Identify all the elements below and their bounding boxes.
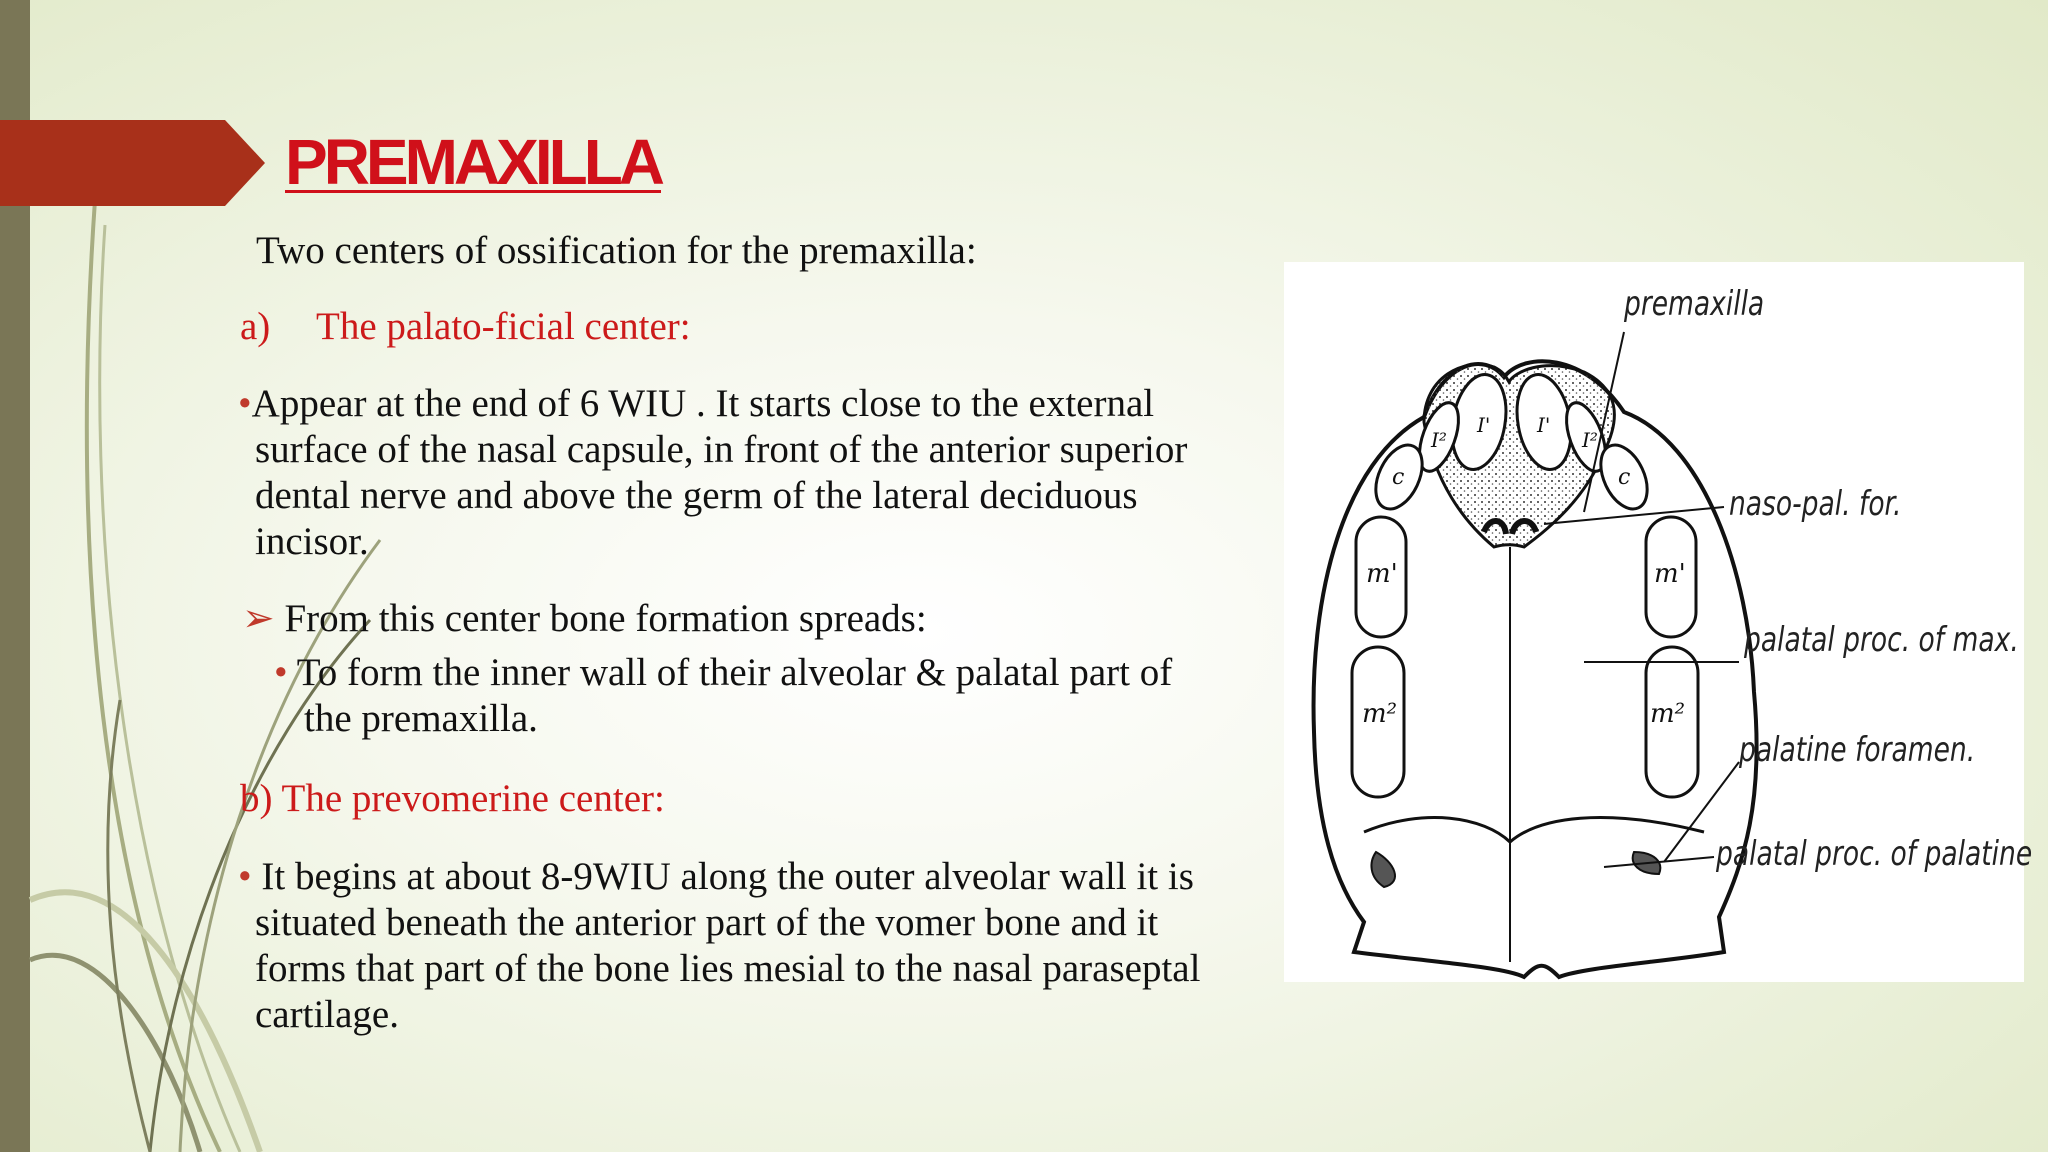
tooth-label: c	[1392, 465, 1405, 490]
intro-text: Two centers of ossification for the premaxilla:	[256, 229, 977, 272]
tooth-label: m'	[1366, 559, 1398, 589]
para3-line: It begins at about 8-9WIU along the outer alveolar wall it is	[261, 855, 1194, 898]
label-palatine-foramen: palatine foramen.	[1739, 730, 1976, 770]
title-arrow-ribbon	[0, 120, 270, 206]
label-palatal-process-maxilla: palatal proc. of max.	[1744, 620, 2019, 660]
para3-line: situated beneath the anterior part of the vomer bone and it	[255, 901, 1159, 944]
section-b-heading: b) The prevomerine center:	[240, 777, 665, 820]
para1-line: Appear at the end of 6 WIU . It starts close to the external	[251, 382, 1155, 425]
label-naso-palatine-foramen: naso-pal. for.	[1729, 484, 1902, 524]
premaxilla-diagram	[1284, 262, 2033, 982]
tooth-label: m²	[1362, 699, 1398, 729]
para3-line: forms that part of the bone lies mesial to the nasal paraseptal	[255, 947, 1201, 990]
tooth-label: m'	[1654, 559, 1686, 589]
section-a-heading	[240, 304, 691, 350]
sub-line: the premaxilla.	[304, 697, 538, 740]
paragraph-palato-ficial	[238, 381, 1298, 565]
label-palatal-process-palatine: palatal proc. of palatine	[1716, 834, 2033, 874]
bullet-icon: •	[274, 651, 288, 694]
tooth-label: c	[1618, 465, 1631, 490]
bullet-icon: •	[238, 855, 252, 898]
tooth-label: I'	[1477, 413, 1491, 437]
paragraph-prevomerine	[238, 854, 1328, 1038]
tooth-label: I²	[1582, 428, 1598, 452]
sub-point	[274, 650, 1274, 742]
slide-title: PREMAXILLA	[285, 126, 661, 198]
label-premaxilla: premaxilla	[1624, 284, 1765, 324]
spread-text: From this center bone formation spreads:	[284, 597, 927, 640]
para1-line: surface of the nasal capsule, in front of the anterior superior	[255, 428, 1188, 471]
para3-line: cartilage.	[255, 993, 399, 1036]
bullet-icon: •	[238, 382, 252, 425]
tooth-label: m²	[1650, 699, 1686, 729]
section-a-title: The palato-ficial center:	[316, 305, 691, 348]
section-a-marker: a)	[240, 305, 271, 348]
sub-line: To form the inner wall of their alveolar & palatal part of	[296, 651, 1173, 694]
spread-point	[242, 596, 927, 642]
tooth-label: I²	[1431, 428, 1447, 452]
arrow-bullet-icon: ➢	[242, 597, 275, 640]
para1-line: dental nerve and above the germ of the lateral deciduous	[255, 474, 1138, 517]
para1-line: incisor.	[255, 520, 369, 563]
tooth-label: I'	[1537, 413, 1551, 437]
